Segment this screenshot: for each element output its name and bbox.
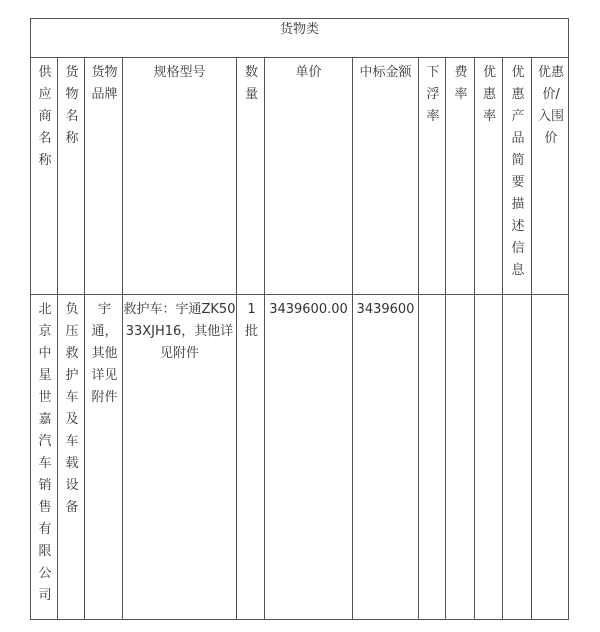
cell-quantity: 1批 [237, 295, 265, 620]
cell-brand: 宇通，其他详见附件 [85, 295, 123, 620]
header-brand: 货物品牌 [85, 58, 123, 295]
goods-table [30, 18, 569, 620]
cell-unit-price: 3439600.00 [265, 295, 353, 620]
cell-preferential-rate [475, 295, 503, 620]
header-preferential-rate: 优惠率 [475, 58, 503, 295]
header-preferential-desc: 优惠产品简要描述信息 [503, 58, 532, 295]
cell-spec: 救护车：宇通ZK5033XJH16，其他详见附件 [123, 295, 237, 620]
cell-preferential-price [532, 295, 569, 620]
header-quantity: 数量 [237, 58, 265, 295]
header-preferential-price: 优惠价/入围价 [532, 58, 569, 295]
header-goods-name: 货物名称 [58, 58, 85, 295]
cell-supplier: 北京中星世嘉汽车销售有限公司 [31, 295, 58, 620]
cell-bid-amount: 3439600 [353, 295, 419, 620]
header-bid-amount: 中标金额 [353, 58, 419, 295]
header-supplier: 供应商名称 [31, 58, 58, 295]
header-row [31, 58, 569, 295]
cell-discount-rate [419, 295, 446, 620]
table-row [31, 295, 569, 620]
header-discount-rate: 下浮率 [419, 58, 446, 295]
cell-fee-rate [446, 295, 475, 620]
cell-goods-name: 负压救护车及车载设备 [58, 295, 85, 620]
header-fee-rate: 费率 [446, 58, 475, 295]
cell-preferential-desc [503, 295, 532, 620]
table-title: 货物类 [31, 19, 569, 58]
header-spec: 规格型号 [123, 58, 237, 295]
header-unit-price: 单价 [265, 58, 353, 295]
